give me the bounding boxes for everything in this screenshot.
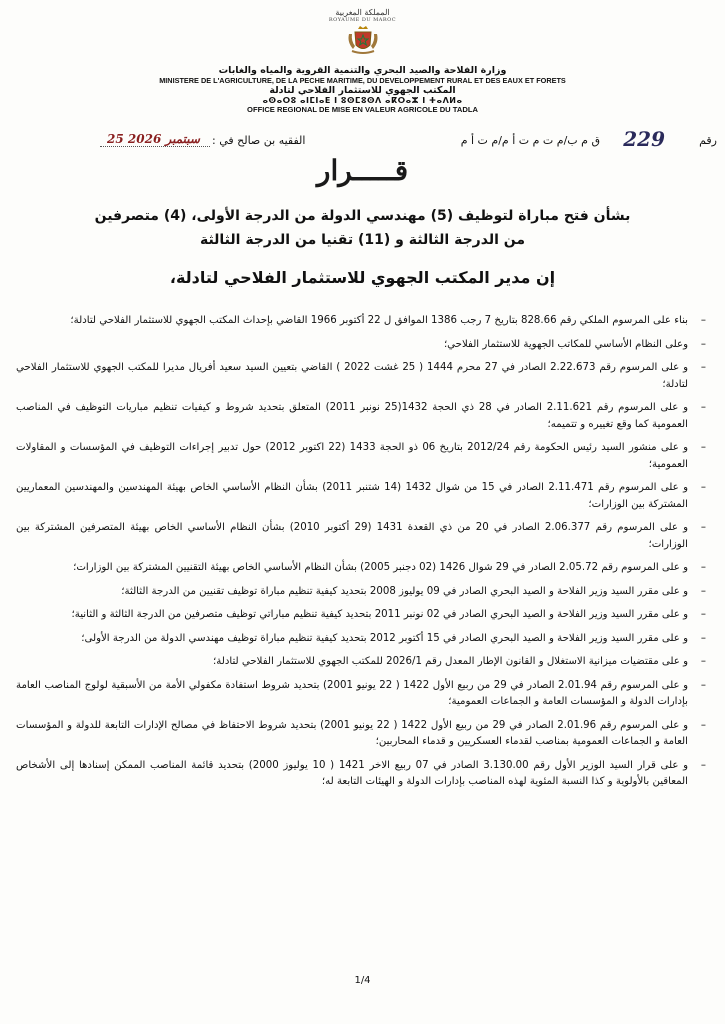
office-name-fr: OFFICE REGIONAL DE MISE EN VALEUR AGRICOLE DU TADLA — [247, 105, 478, 114]
page-number: 1/4 — [354, 975, 371, 986]
list-item: – و على مقتضيات ميزانية الاستغلال و القانون الإطار المعدل رقم 2026/1 للمكتب الجهوي للاستثمار الفلاحي لتادلة؛ — [16, 654, 706, 671]
director-line: إن مدير المكتب الجهوي للاستثمار الفلاحي لتادلة، — [169, 268, 556, 287]
subject-block — [0, 204, 725, 252]
list-item: – بناء على المرسوم الملكي رقم 828.66 بتاريخ 7 رجب 1386 الموافق ل 22 أكتوبر 1966 القاضي بإحداث المكتب الجهوي للاستثمار الفلاحي لتادلة؛ — [16, 313, 706, 330]
list-item: – و على المرسوم رقم 2.22.673 الصادر في 27 محرم 1444 ( 25 غشت 2022 ) القاضي بتعيين السيد سعيد أفريال مديرا للمكتب الجهوي للاستثمار الفلاحي لتادلة؛ — [16, 360, 706, 393]
list-item: – و على المرسوم رقم 2.01.94 الصادر في 29 من ربيع الأول 1422 ( 22 يونيو 2001) بتحديد شروط استفادة مكفولي الأمة من الأسبقية لولوج المناصب العامة بإدارات الدولة و المؤسسات العامة و الجماعات العمومية؛ — [16, 678, 706, 711]
office-name-tifinagh: ⴰⵙⴰⵔⵓ ⴰⵏⵎⵏⴰⴹ ⵏ ⵓⵙⵎⵓⵙⴷ ⴰⴽⵔⴰⵣ ⵏ ⵜⴰⴷⵍⴰ — [262, 96, 463, 105]
issue-date: 25 سبتمبر 2026 — [107, 132, 200, 146]
kingdom-name-fr: ROYAUME DU MAROC — [328, 17, 397, 23]
list-item: – وعلى النظام الأساسي للمكاتب الجهوية للاستثمار الفلاحي؛ — [16, 337, 706, 354]
list-item: – و على المرسوم رقم 2.11.621 الصادر في 28 ذي الحجة 1432(25 نونبر 2011) المتعلق بتحديد شروط و كيفيات تنظيم مباريات التوظيف في المناصب العمومية كما وقع تغييره و تتميمه؛ — [16, 400, 706, 433]
place-label: الفقيه بن صالح في : — [212, 134, 306, 147]
list-item: – و على منشور السيد رئيس الحكومة رقم 2012/24 بتاريخ 06 ذو الحجة 1433 (22 اكتوبر 2012) حول تدبير إجراءات التوظيف في المؤسسات و المقاولات العمومية؛ — [16, 440, 706, 473]
list-item: – و على المرسوم رقم 2.05.72 الصادر في 29 شوال 1426 (02 دجنبر 2005) بشأن النظام الأساسي الخاص بهيئة التقنيين المشتركة بين الوزارات؛ — [16, 560, 706, 577]
document-title: قـــــرار — [316, 154, 409, 187]
list-item: – و على قرار السيد الوزير الأول رقم 3.130.00 الصادر في 07 ربيع الاخر 1421 ( 10 يوليوز 2000) بتحديد قائمة المناصب الممكن إسنادها إلى الأشخاص المعاقين بالأولوية و كذا النسبة المئوية لهذه المناصب بإدارات الدولة و الهيئات التابعة له؛ — [16, 758, 706, 791]
subject-line: بشأن فتح مباراة لتوظيف (5) مهندسي الدولة من الدرجة الأولى، (4) متصرفين — [94, 208, 631, 224]
list-item: – و على المرسوم رقم 2.11.471 الصادر في 15 من شوال 1432 (14 شتنبر 2011) بشأن النظام الأساسي الخاص بهيئة المهندسين والمهندسين المعماريين المشتركة بين الوزارات؛ — [16, 480, 706, 513]
letterhead — [0, 6, 725, 114]
list-item: – و على المرسوم رقم 2.01.96 الصادر في 29 من ربيع الأول 1422 ( 22 يونيو 2001) بتحديد شروط الاحتفاظ في مصالح الإدارات التابعة للدولة و المؤسسات العامة و الجماعات العمومية بمناصب لقدماء العسكريين و قدماء المحاربين؛ — [16, 718, 706, 751]
reference-line — [0, 127, 725, 155]
reference-label: رقم — [699, 134, 717, 147]
list-item: – و على مقرر السيد وزير الفلاحة و الصيد البحري الصادر في 15 أكتوبر 2012 بتحديد كيفية تنظيم مباراة توظيف مهندسي الدولة من الدرجة الأولى؛ — [16, 631, 706, 648]
reference-code: ق م ب/م ت م ت أ م/م ت أ م — [460, 134, 600, 147]
ministry-name-fr: MINISTERE DE L'AGRICULTURE, DE LA PECHE MARITIME, DU DEVELOPPEMENT RURAL ET DES EAUX ET FORETS — [159, 76, 566, 85]
list-item: – و على المرسوم رقم 2.06.377 الصادر في 20 من ذي القعدة 1431 (29 أكتوبر 2010) بشأن النظام الأساسي الخاص بهيئة المتصرفين المشتركة بين الوزارات؛ — [16, 520, 706, 553]
royal-emblem-icon — [346, 25, 380, 55]
list-item: – و على مقرر السيد وزير الفلاحة و الصيد البحري الصادر في 02 نونبر 2011 بتحديد كيفية تنظيم مباراتي توظيف متصرفين من الدرجة الثالثة و الثانية؛ — [16, 607, 706, 624]
legal-basis-list — [16, 313, 706, 798]
office-name-ar: المكتب الجهوي للاستثمار الفلاحي لتادلة — [269, 85, 456, 96]
kingdom-name-ar: المملكة المغربية — [335, 8, 390, 17]
reference-number: 229 — [623, 127, 665, 151]
list-item: – و على مقرر السيد وزير الفلاحة و الصيد البحري الصادر في 09 يوليوز 2008 بتحديد كيفية تنظيم مباراة توظيف تقنيين من الدرجة الثالثة؛ — [16, 584, 706, 601]
subject-line: من الدرجة الثالثة و (11) تقنيا من الدرجة الثالثة — [199, 232, 526, 248]
ministry-name-ar: وزارة الفلاحة والصيد البحري والتنمية القروية والمياه والغابات — [218, 65, 507, 76]
date-dotted-line — [100, 146, 210, 147]
